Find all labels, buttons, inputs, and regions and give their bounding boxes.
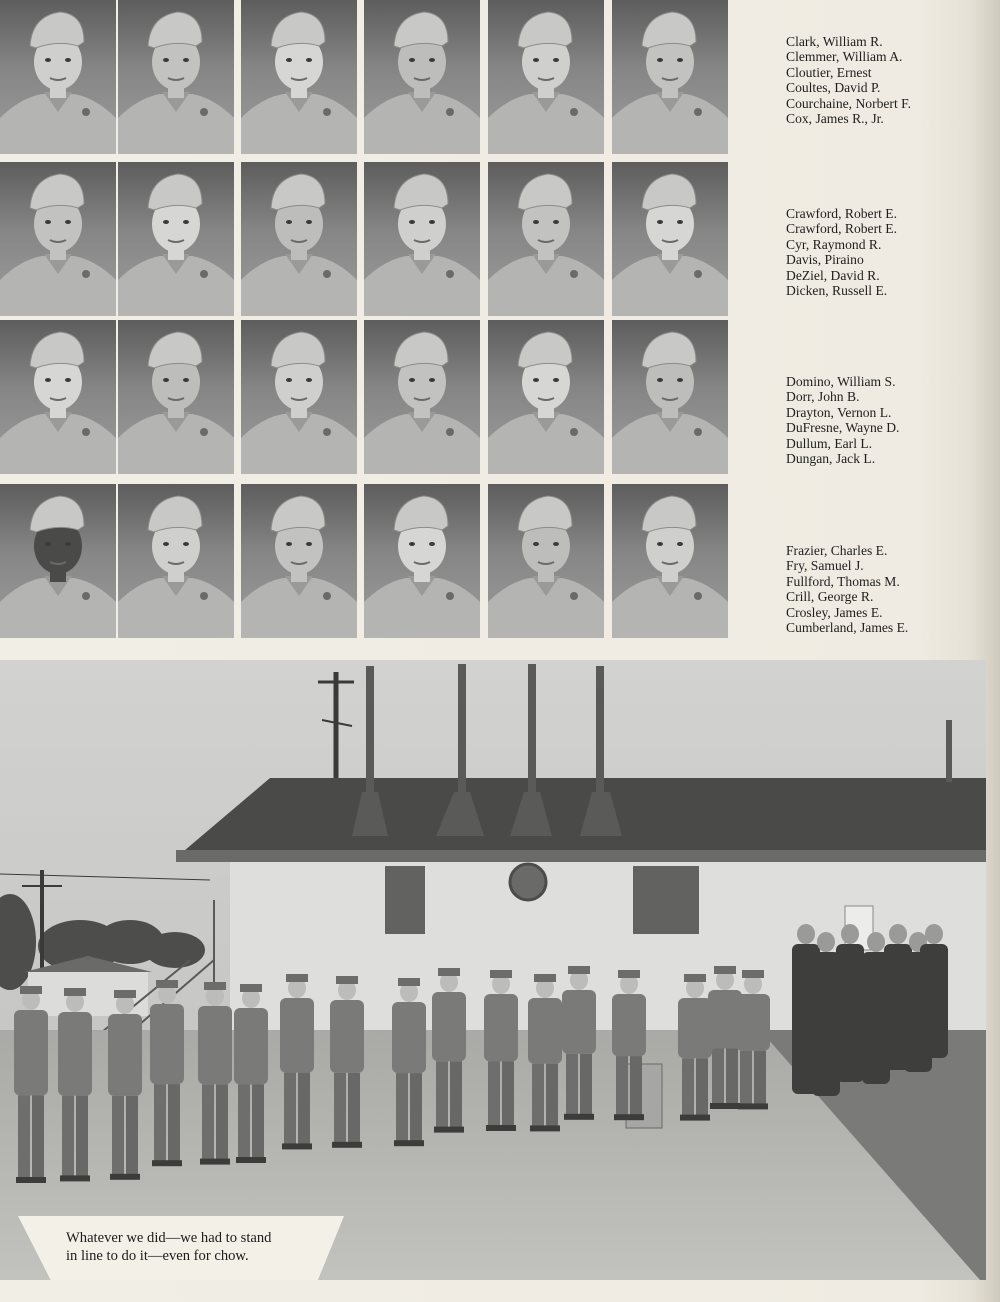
name-entry: Crawford, Robert E. (786, 206, 897, 221)
portrait-photo (241, 0, 357, 154)
soldier-portrait (0, 320, 116, 474)
name-entry: Cox, James R., Jr. (786, 111, 884, 127)
name-list-row-4 (786, 543, 908, 635)
name-list-row-2 (786, 206, 897, 298)
portrait-photo (241, 320, 357, 474)
soldier-portrait (488, 484, 604, 638)
name-entry: Clark, William R. (786, 34, 883, 49)
soldier-portrait (612, 162, 728, 316)
name-entry: Cloutier, Ernest (786, 64, 872, 80)
name-entry: Courchaine, Norbert F. (786, 95, 911, 111)
name-entry: Dicken, Russell E. (786, 283, 888, 299)
name-entry: DeZiel, David R. (786, 267, 880, 283)
name-entry: Dullum, Earl L. (786, 435, 873, 451)
soldier-portrait (488, 162, 604, 316)
portrait-photo (364, 320, 480, 474)
soldier-portrait (241, 320, 357, 474)
name-entry: Fullford, Thomas M. (786, 573, 900, 589)
name-entry: Coultes, David P. (786, 80, 881, 96)
portrait-grid (0, 0, 735, 642)
soldier-portrait (612, 0, 728, 154)
soldier-portrait (241, 162, 357, 316)
soldier-portrait (612, 484, 728, 638)
name-entry: DuFresne, Wayne D. (786, 420, 900, 436)
name-list-row-3 (786, 374, 899, 466)
soldier-portrait (118, 0, 234, 154)
soldier-portrait (488, 320, 604, 474)
name-entry: Frazier, Charles E. (786, 543, 888, 558)
name-entry: Drayton, Vernon L. (786, 404, 892, 420)
name-entry: Crawford, Robert E. (786, 221, 897, 237)
name-list-row-1 (786, 34, 911, 126)
caption-line-1: Whatever we did—we had to stand (66, 1230, 272, 1246)
name-entry: Crill, George R. (786, 589, 874, 605)
portrait-photo (612, 320, 728, 474)
name-entry: Fry, Samuel J. (786, 558, 864, 574)
portrait-photo (0, 0, 116, 154)
soldier-portrait (118, 162, 234, 316)
name-entry: Davis, Piraino (786, 252, 864, 268)
soldier-portrait (488, 0, 604, 154)
portrait-photo (118, 484, 234, 638)
portrait-photo (488, 484, 604, 638)
portrait-photo (488, 0, 604, 154)
name-entry: Dungan, Jack L. (786, 451, 876, 467)
portrait-photo (0, 320, 116, 474)
portrait-photo (612, 484, 728, 638)
portrait-photo (488, 162, 604, 316)
portrait-photo (0, 162, 116, 316)
soldier-figure (836, 924, 864, 1082)
soldier-portrait (118, 484, 234, 638)
portrait-photo (364, 162, 480, 316)
portrait-photo (0, 484, 116, 638)
name-entry: Cumberland, James E. (786, 620, 909, 636)
mess-hall-photo-drawing (0, 660, 986, 1280)
soldier-portrait (364, 162, 480, 316)
portrait-photo (241, 484, 357, 638)
portrait-photo (118, 320, 234, 474)
mess-hall-photo (0, 660, 986, 1280)
soldier-portrait (118, 320, 234, 474)
portrait-photo (118, 162, 234, 316)
soldier-portrait (364, 320, 480, 474)
soldier-portrait (0, 162, 116, 316)
name-entry: Domino, William S. (786, 374, 896, 389)
name-entry: Dorr, John B. (786, 389, 860, 405)
portrait-photo (364, 484, 480, 638)
portrait-photo (364, 0, 480, 154)
soldier-figure (812, 932, 840, 1096)
soldier-portrait (0, 484, 116, 638)
portrait-photo (118, 0, 234, 154)
name-entry: Cyr, Raymond R. (786, 236, 882, 252)
portrait-photo (612, 162, 728, 316)
name-entry: Crosley, James E. (786, 604, 883, 620)
soldier-portrait (0, 0, 116, 154)
portrait-photo (241, 162, 357, 316)
caption-line-2: in line to do it—even for chow. (66, 1248, 249, 1264)
portrait-photo (612, 0, 728, 154)
portrait-photo (488, 320, 604, 474)
soldier-portrait (241, 484, 357, 638)
soldier-portrait (241, 0, 357, 154)
name-entry: Clemmer, William A. (786, 49, 903, 65)
soldier-portrait (364, 484, 480, 638)
soldier-portrait (612, 320, 728, 474)
photo-caption (66, 1229, 328, 1265)
soldier-portrait (364, 0, 480, 154)
